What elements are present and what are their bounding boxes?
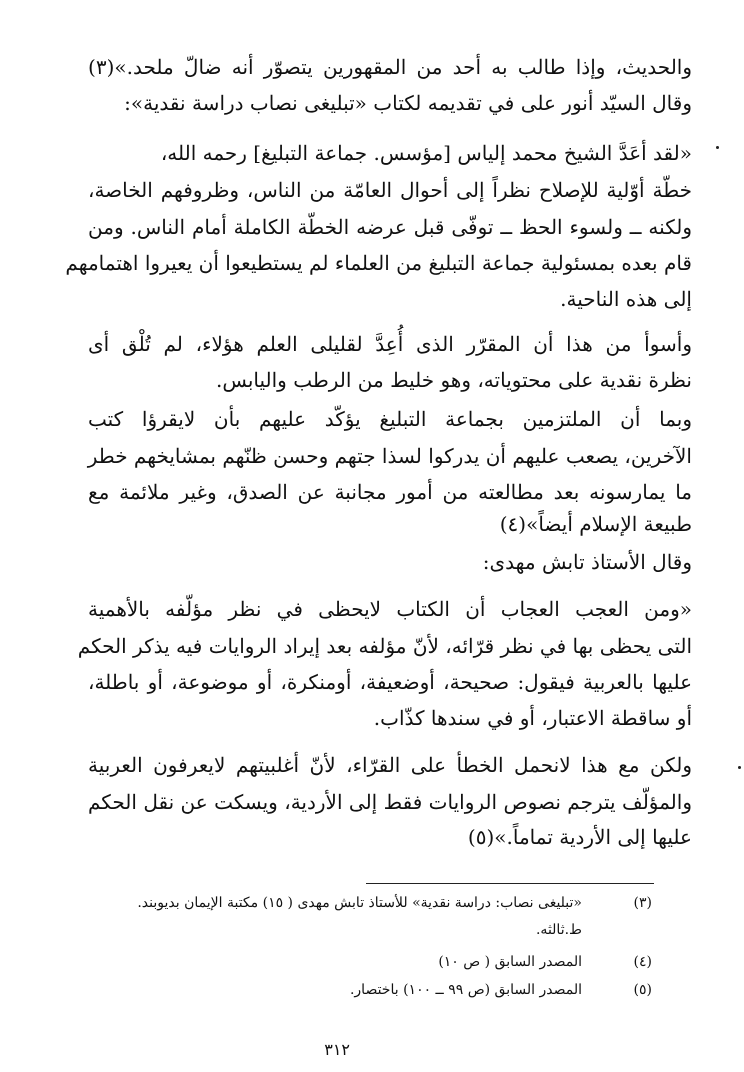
footnote-5-line-1: المصدر السابق (ص ٩٩ ــ ١٠٠) باختصار. <box>349 982 582 998</box>
footnote-separator <box>366 883 654 884</box>
body-line-17: عليها بالعربية فيقول: صحيحة، أوضعيفة، أومنكرة، أو موضوعة، أو باطلة، <box>88 670 693 694</box>
body-line-6: قام بعده بمسئولية جماعة التبليغ من العلماء لم يستطيعوا أن يعيروا اهتمامهم <box>65 251 692 275</box>
scan-speck <box>716 146 719 149</box>
body-line-5: ولكنه ــ ولسوء الحظ ــ توفّى قبل عرضه الخطّة الكاملة أمام الناس. ومن <box>88 215 692 239</box>
body-line-14: وقال الأستاذ تابش مهدى: <box>482 550 692 574</box>
scan-speck <box>738 766 741 769</box>
body-line-12: ما يمارسونه بعد مطالعته من أمور مجانبة عن الصدق، وغير ملائمة مع <box>88 480 692 504</box>
body-line-21: عليها إلى الأردية تماماً.»(٥) <box>467 825 692 849</box>
footnote-number-4: (٤) <box>633 954 652 970</box>
body-line-20: والمؤلّف يترجم نصوص الروايات فقط إلى الأردية، ويسكت عن نقل الحكم <box>88 790 692 814</box>
body-line-19: ولكن مع هذا لانحمل الخطأ على القرّاء، لأنّ أغلبيتهم لايعرفون العربية <box>88 753 692 777</box>
body-line-7: إلى هذه الناحية. <box>560 287 692 311</box>
body-line-13: طبيعة الإسلام أيضاً»(٤) <box>499 512 692 536</box>
body-line-3: «لقد أعَدَّ الشيخ محمد إلياس [مؤسس. جماعة التبليغ] رحمه الله، <box>160 141 692 165</box>
footnote-number-3: (٣) <box>633 895 652 911</box>
body-line-2: وقال السيّد أنور على في تقديمه لكتاب «تبليغى نصاب دراسة نقدية»: <box>124 91 692 115</box>
footnote-3-line-1: «تبليغى نصاب: دراسة نقدية» للأستاذ تابش مهدى ( ١٥) مكتبة الإيمان بديوبند. <box>137 895 582 911</box>
body-line-18: أو ساقطة الاعتبار، أو في سندها كذّاب. <box>373 706 692 730</box>
body-line-8: وأسوأ من هذا أن المقرّر الذى أُعِدَّ لقليلى العلم هؤلاء، لم تُلْق أى <box>88 332 692 356</box>
body-line-10: وبما أن الملتزمين بجماعة التبليغ يؤكّد عليهم بأن لايقرؤا كتب <box>88 407 692 431</box>
page-number: ٣١٢ <box>324 1040 350 1059</box>
body-line-15: «ومن العجب العجاب أن الكتاب لايحظى في نظر مؤلّفه بالأهمية <box>88 597 692 621</box>
footnote-3-line-2: ط.ثالثه. <box>535 922 582 938</box>
body-line-9: نظرة نقدية على محتوياته، وهو خليط من الرطب واليابس. <box>215 368 692 392</box>
body-line-11: الآخرين، يصعب عليهم أن يدركوا لسذا جتهم وحسن ظنّهم بمشايخهم خطر <box>87 444 692 468</box>
footnote-number-5: (٥) <box>633 982 652 998</box>
footnote-4-line-1: المصدر السابق ( ص ١٠) <box>438 954 582 970</box>
body-line-1: والحديث، وإذا طالب به أحد من المقهورين يتصوّر أنه ضالّ ملحد.»(٣) <box>88 55 693 79</box>
body-line-16: التى يحظى بها في نظر قرّائه، لأنّ مؤلفه بعد إيراد الروايات فيه يذكر الحكم <box>77 634 692 658</box>
body-line-4: خطّة أوّلية للإصلاح نظراً إلى أحوال العامّة من الناس، وظروفهم الخاصة، <box>88 178 692 202</box>
